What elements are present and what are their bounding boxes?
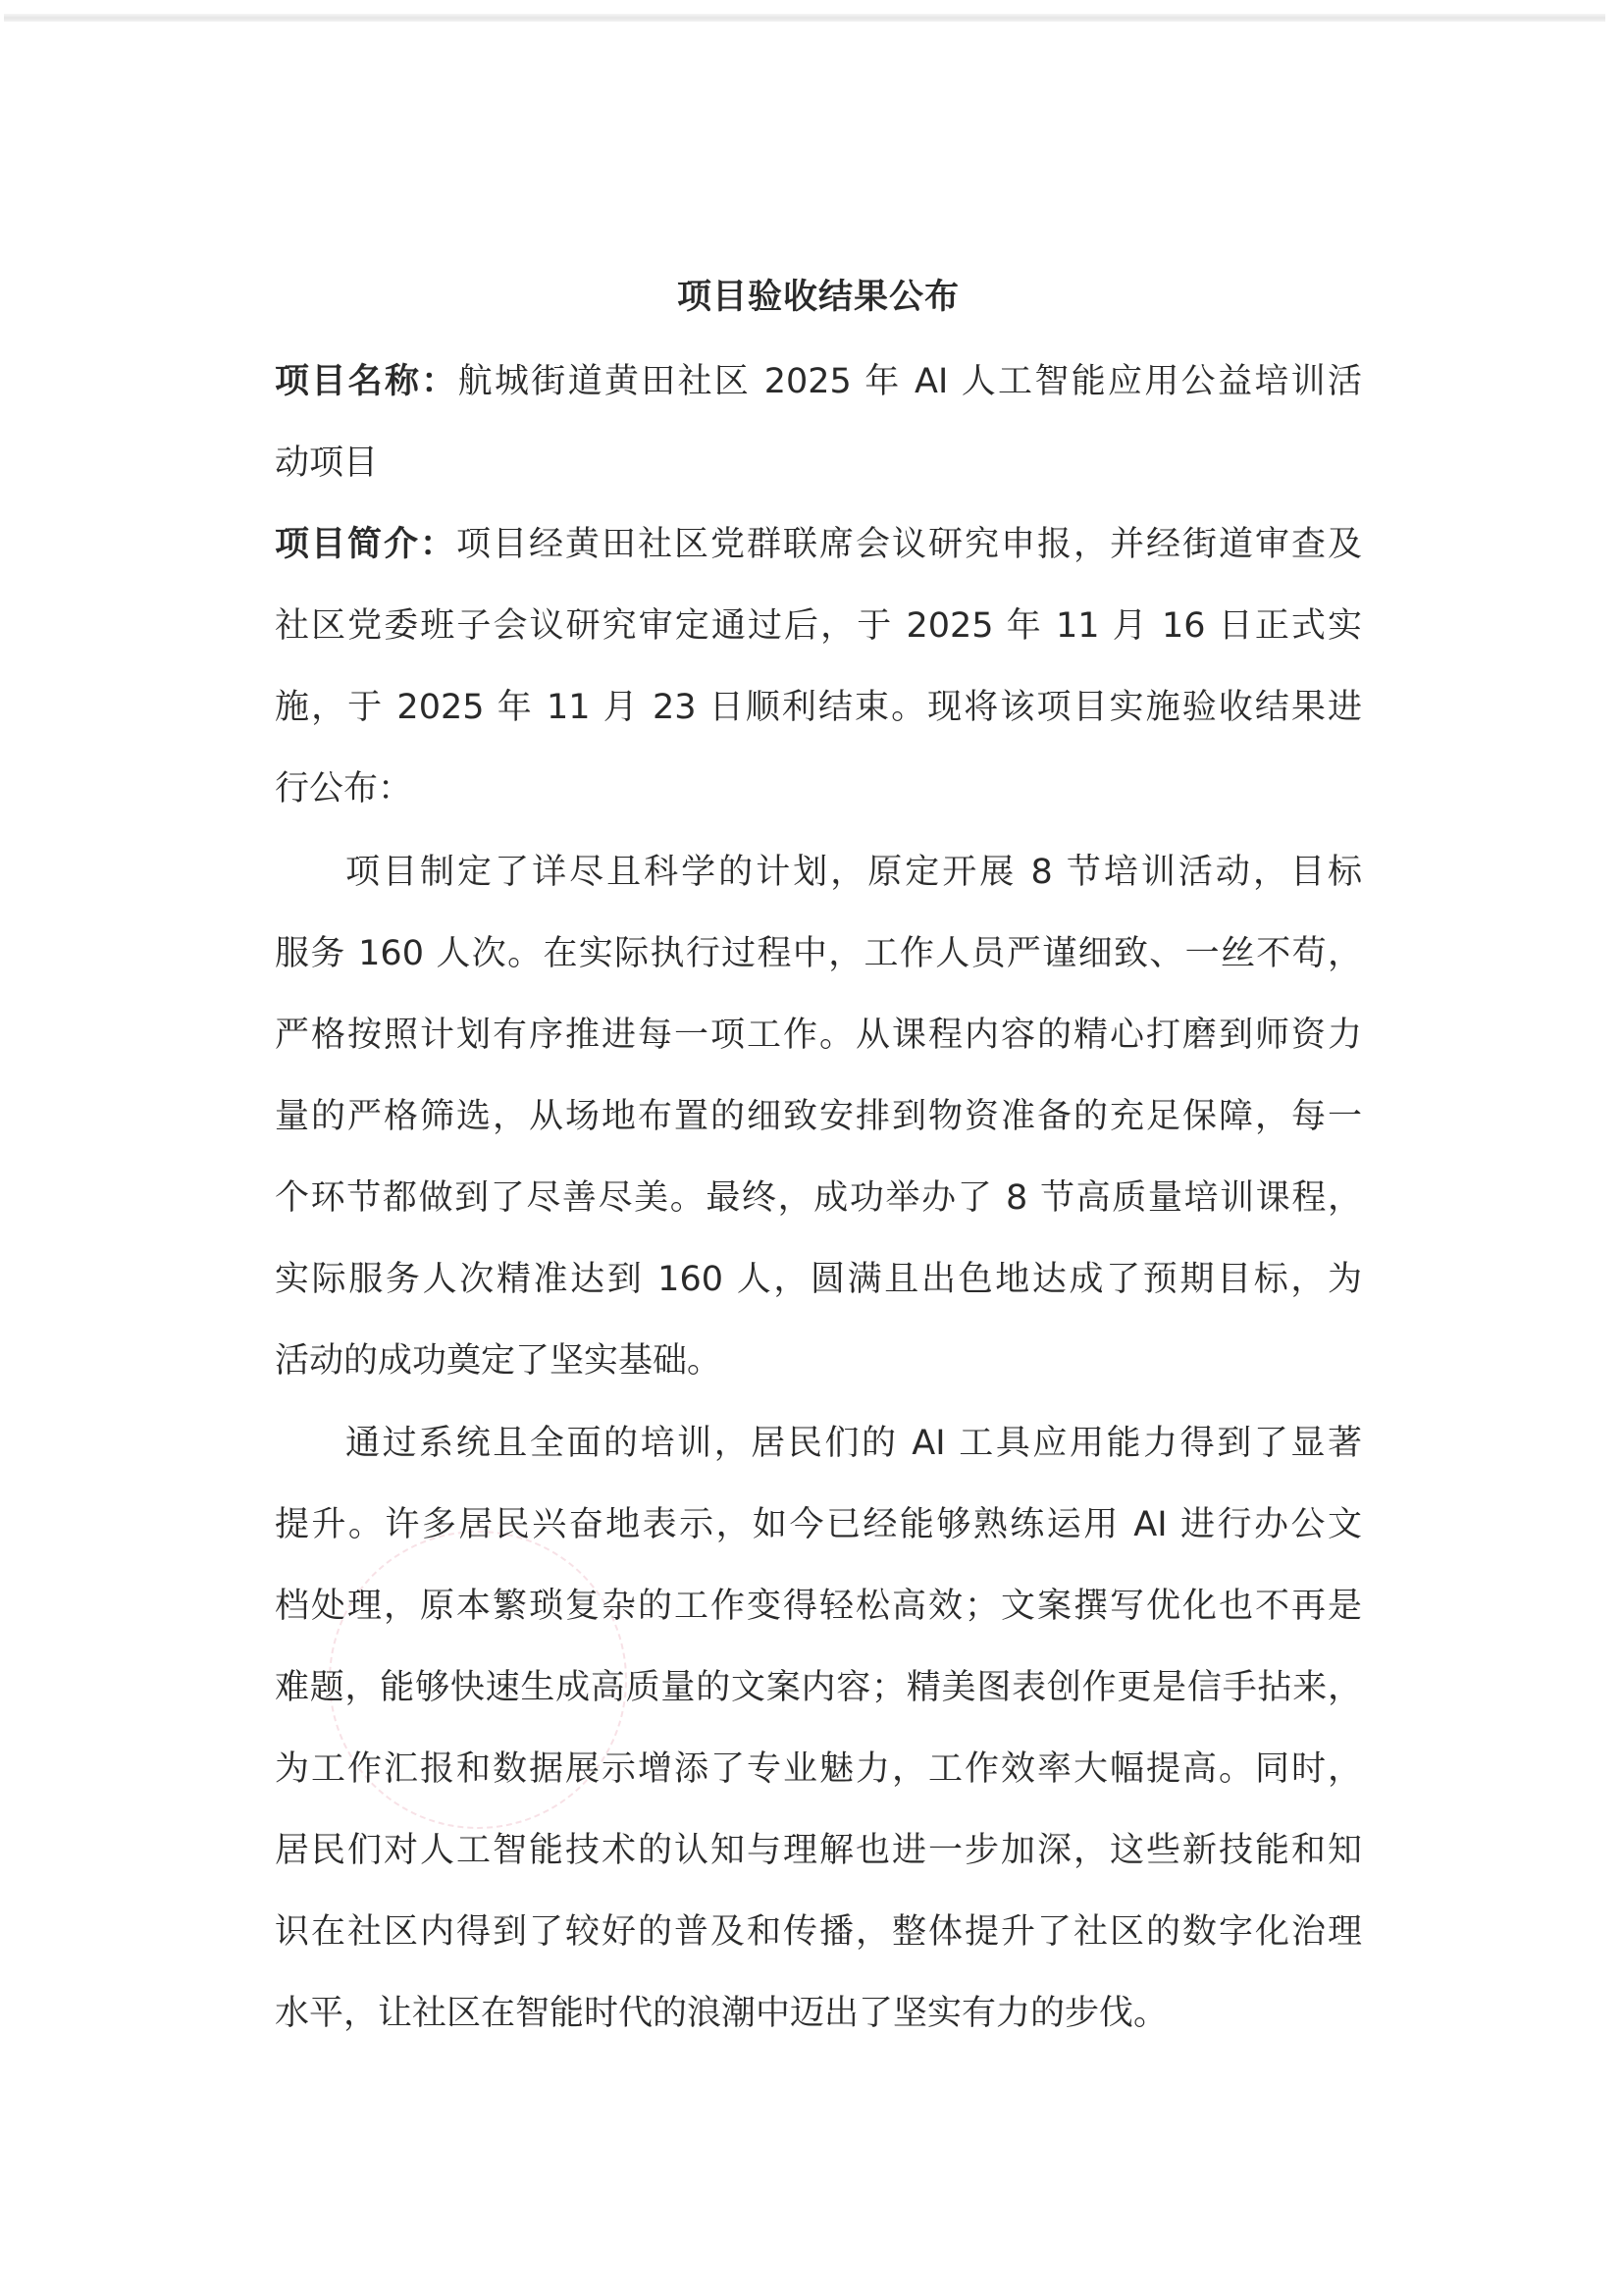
paragraph-1-line-5: 个环节都做到了尽善尽美。最终，成功举办了 8 节高质量培训课程， [275, 1178, 1362, 1218]
project-name-line-2: 动项目 [275, 444, 379, 483]
project-intro-line-1 [275, 504, 1362, 586]
paragraph-1-line-1: 项目制定了详尽且科学的计划，原定开展 8 节培训活动，目标 [345, 853, 1362, 892]
paragraph-1-line-2: 服务 160 人次。在实际执行过程中，工作人员严谨细致、一丝不苟， [275, 934, 1362, 973]
paragraph-plan-execution [275, 832, 1362, 1402]
paragraph-2-line-7: 识在社区内得到了较好的普及和传播，整体提升了社区的数字化治理 [275, 1912, 1362, 1952]
project-name-line-1 [275, 341, 1362, 423]
project-name-value: 航城街道黄田社区 2025 年 AI 人工智能应用公益培训活 [457, 362, 1362, 401]
paragraph-2-line-1: 通过系统且全面的培训，居民们的 AI 工具应用能力得到了显著 [345, 1424, 1362, 1463]
project-intro-line-3: 施，于 2025 年 11 月 23 日顺利结束。现将该项目实施验收结果进 [275, 688, 1362, 727]
paragraph-2-line-2: 提升。许多居民兴奋地表示，如今已经能够熟练运用 AI 进行办公文 [275, 1505, 1362, 1544]
project-name-section [275, 341, 1362, 504]
project-intro-line-2: 社区党委班子会议研究审定通过后，于 2025 年 11 月 16 日正式实 [275, 606, 1362, 646]
project-intro-label: 项目简介： [275, 525, 456, 564]
paragraph-2-line-5: 为工作汇报和数据展示增添了专业魅力，工作效率大幅提高。同时， [275, 1749, 1362, 1789]
scan-top-edge [4, 14, 1605, 22]
paragraph-1-line-4: 量的严格筛选，从场地布置的细致安排到物资准备的充足保障，每一 [275, 1097, 1362, 1136]
project-intro-line-4: 行公布： [275, 769, 413, 809]
paragraph-2-line-3: 档处理，原本繁琐复杂的工作变得轻松高效；文案撰写优化也不再是 [275, 1587, 1362, 1626]
paragraph-2-line-8: 水平，让社区在智能时代的浪潮中迈出了坚实有力的步伐。 [275, 1994, 1169, 2033]
project-name-label: 项目名称： [275, 362, 458, 401]
document-title: 项目验收结果公布 [676, 278, 960, 317]
paragraph-training-outcomes [275, 1403, 1362, 2055]
paragraph-2-line-6: 居民们对人工智能技术的认知与理解也进一步加深，这些新技能和知 [275, 1831, 1362, 1870]
paragraph-2-line-4: 难题，能够快速生成高质量的文案内容；精美图表创作更是信手拈来， [275, 1668, 1362, 1707]
paragraph-1-line-6: 实际服务人次精准达到 160 人，圆满且出色地达成了预期目标，为 [275, 1260, 1362, 1299]
project-intro-section [275, 504, 1362, 830]
paragraph-1-line-3: 严格按照计划有序推进每一项工作。从课程内容的精心打磨到师资力 [275, 1016, 1362, 1055]
paragraph-1-line-7: 活动的成功奠定了坚实基础。 [275, 1341, 722, 1381]
project-intro-value: 项目经黄田社区党群联席会议研究申报，并经街道审查及 [456, 525, 1362, 564]
